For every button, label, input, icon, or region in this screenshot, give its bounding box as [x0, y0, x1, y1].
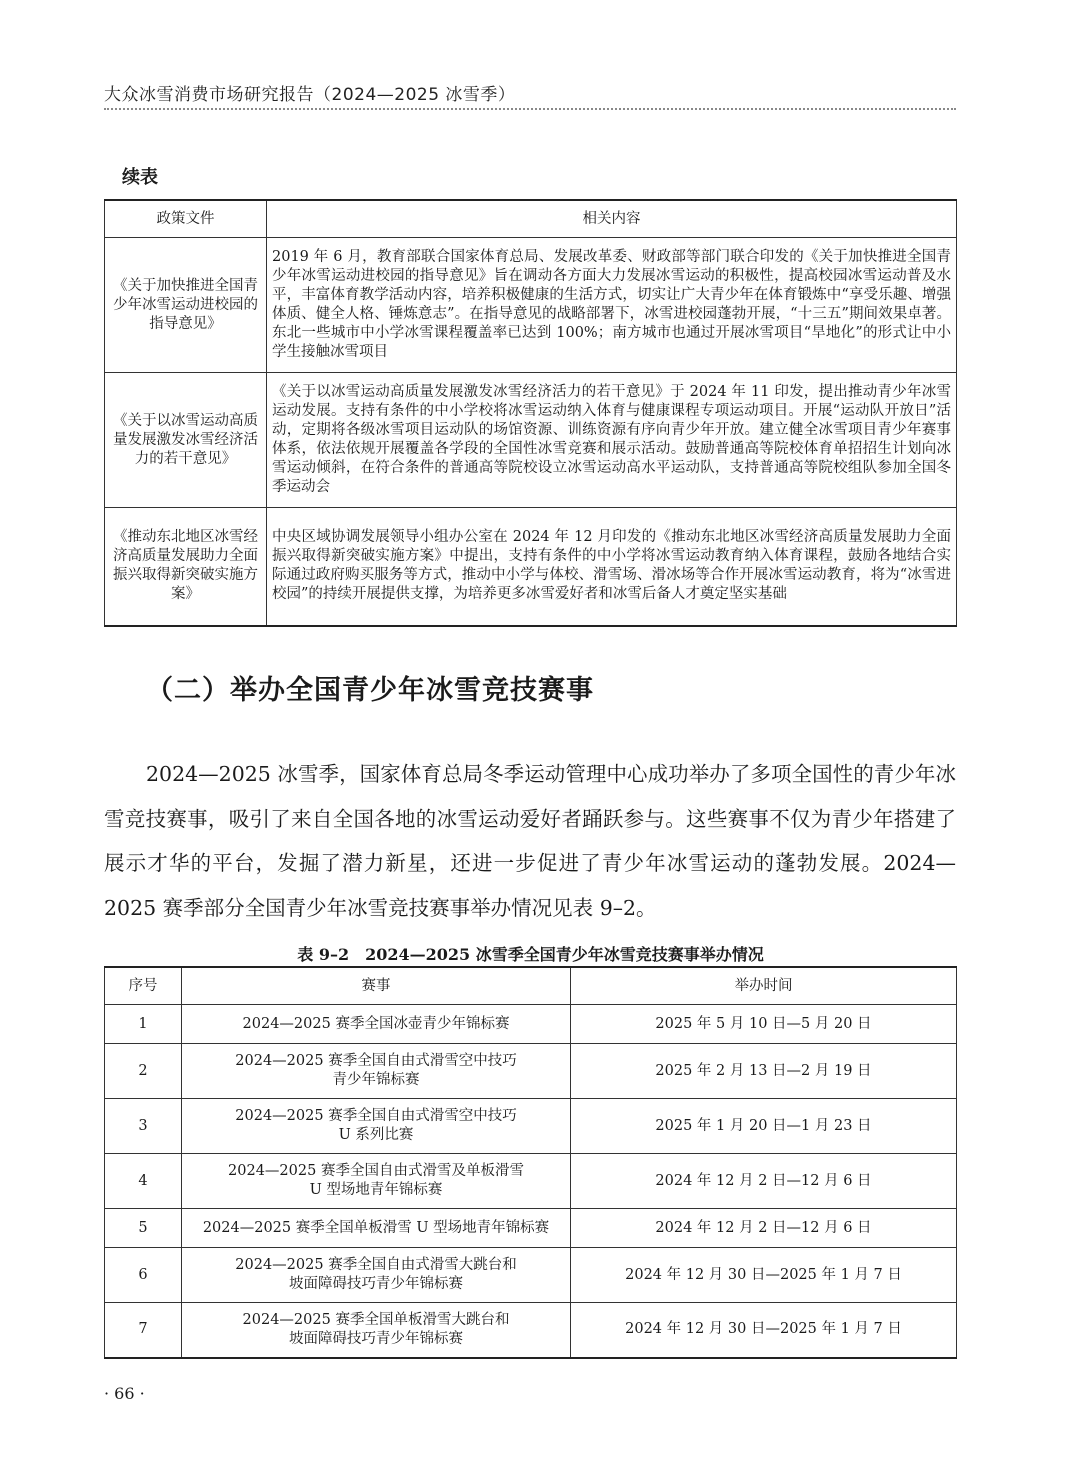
event-name-line: 2024—2025 赛季全国自由式滑雪空中技巧: [235, 1108, 517, 1124]
event-time: 2024 年 12 月 30 日—2025 年 1 月 7 日: [571, 1248, 957, 1303]
row-number: 5: [105, 1209, 182, 1248]
table-row: [105, 1154, 957, 1209]
table-row: [105, 508, 957, 626]
table-row: [105, 373, 957, 508]
row-number: 7: [105, 1303, 182, 1358]
event-name-line: 坡面障碍技巧青少年锦标赛: [289, 1330, 463, 1347]
event-time: 2024 年 12 月 30 日—2025 年 1 月 7 日: [571, 1303, 957, 1358]
event-name-line: 2024—2025 赛季全国自由式滑雪大跳台和: [235, 1257, 517, 1273]
row-number: 4: [105, 1154, 182, 1209]
event-time: 2025 年 2 月 13 日—2 月 19 日: [571, 1044, 957, 1099]
event-name-line: 青少年锦标赛: [332, 1072, 420, 1088]
table-row: [105, 1099, 957, 1154]
event-time: 2025 年 5 月 10 日—5 月 20 日: [571, 1005, 957, 1044]
event-name-line: 2024—2025 赛季全国单板滑雪大跳台和: [242, 1311, 510, 1328]
policy-content-cell: 中央区域协调发展领导小组办公室在 2024 年 12 月印发的《推动东北地区冰雪经济高质量发展助力全面振兴取得新突破实施方案》中提出，支持有条件的中小学将冰雪运动教育纳入体育课程，鼓励各地结合实际通过政府购买服务等方式，推动中小学与体校、滑雪场、滑冰场等合作开展冰雪运动教育，将为“冰雪进校园”的持续开展提供支撑，为培养更多冰雪爱好者和冰雪后备人才奠定坚实基础: [267, 508, 957, 626]
column-header-content: 相关内容: [267, 200, 957, 238]
table-row: [105, 1248, 957, 1303]
event-name: [182, 1099, 571, 1154]
running-header-title: 大众冰雪消费市场研究报告（2024—2025 冰雪季）: [104, 85, 516, 105]
row-number: 6: [105, 1248, 182, 1303]
column-header-time: 举办时间: [571, 967, 957, 1005]
section-heading: （二）举办全国青少年冰雪竞技赛事: [146, 675, 594, 706]
body-paragraph: 2024—2025 冰雪季，国家体育总局冬季运动管理中心成功举办了多项全国性的青少年冰雪竞技赛事，吸引了来自全国各地的冰雪运动爱好者踊跃参与。这些赛事不仅为青少年搭建了展示才华的平台，发掘了潜力新星，还进一步促进了青少年冰雪运动的蓬勃发展。2024—2025 赛季部分全国青少年冰雪竞技赛事举办情况见表 9–2。: [104, 762, 956, 920]
event-name: [182, 1248, 571, 1303]
event-name: [182, 1154, 571, 1209]
page-number: · 66 ·: [104, 1384, 145, 1403]
row-number: 3: [105, 1099, 182, 1154]
event-time: 2024 年 12 月 2 日—12 月 6 日: [571, 1154, 957, 1209]
policy-content-cell: 2019 年 6 月，教育部联合国家体育总局、发展改革委、财政部等部门联合印发的《关于加快推进全国青少年冰雪运动进校园的指导意见》旨在调动各方面大力发展冰雪运动的积极性，提高校园冰雪运动普及水平，丰富体育教学活动内容，培养积极健康的生活方式，切实让广大青少年在体育锻炼中“享受乐趣、增强体质、健全人格、锤炼意志”。在指导意见的战略部署下，冰雪进校园蓬勃开展，“十三五”期间效果卓著。东北一些城市中小学冰雪课程覆盖率已达到 100%；南方城市也通过开展冰雪项目“旱地化”的形式让中小学生接触冰雪项目: [267, 238, 957, 373]
policy-name-cell: 《关于加快推进全国青少年冰雪运动进校园的指导意见》: [105, 238, 267, 373]
column-header-event: 赛事: [182, 967, 571, 1005]
table-header-row: [105, 200, 957, 238]
continued-table-label: 续表: [122, 167, 158, 188]
policy-content-cell: 《关于以冰雪运动高质量发展激发冰雪经济活力的若干意见》于 2024 年 11 印发，提出推动青少年冰雪运动发展。支持有条件的中小学校将冰雪运动纳入体育与健康课程专项运动项目。开展“运动队开放日”活动，定期将各级冰雪项目运动队的场馆资源、训练资源有序向青少年开放。建立健全冰雪项目青少年赛事体系，依法依规开展覆盖各学段的全国性冰雪竞赛和展示活动。鼓励普通高等院校体育单招招生计划向冰雪运动倾斜，在符合条件的普通高等院校设立冰雪运动高水平运动队，支持普通高等院校组队参加全国冬季运动会: [267, 373, 957, 508]
column-header-number: 序号: [105, 967, 182, 1005]
event-time: 2025 年 1 月 20 日—1 月 23 日: [571, 1099, 957, 1154]
header-divider: [104, 108, 956, 110]
table-row: [105, 1044, 957, 1099]
table-row: [105, 1005, 957, 1044]
event-name-line: 坡面障碍技巧青少年锦标赛: [289, 1276, 463, 1292]
event-name-line: 2024—2025 赛季全国自由式滑雪空中技巧: [235, 1053, 517, 1069]
events-table: [104, 966, 957, 1359]
table-row: [105, 1209, 957, 1248]
policy-table: [104, 199, 957, 627]
policy-name-cell: 《关于以冰雪运动高质量发展激发冰雪经济活力的若干意见》: [105, 373, 267, 508]
event-name-line: U 系列比赛: [338, 1127, 414, 1143]
row-number: 2: [105, 1044, 182, 1099]
column-header-policy: 政策文件: [105, 200, 267, 238]
policy-name-cell: 《推动东北地区冰雪经济高质量发展助力全面振兴取得新突破实施方案》: [105, 508, 267, 626]
event-name-line: U 型场地青年锦标赛: [309, 1182, 443, 1198]
event-name: 2024—2025 赛季全国冰壶青少年锦标赛: [182, 1005, 571, 1044]
table-row: [105, 238, 957, 373]
event-name-line: 2024—2025 赛季全国自由式滑雪及单板滑雪: [228, 1163, 524, 1179]
event-name: [182, 1044, 571, 1099]
table-header-row: [105, 967, 957, 1005]
table-row: [105, 1303, 957, 1358]
event-time: 2024 年 12 月 2 日—12 月 6 日: [571, 1209, 957, 1248]
table-caption: 表 9–2 2024—2025 冰雪季全国青少年冰雪竞技赛事举办情况: [297, 945, 764, 964]
row-number: 1: [105, 1005, 182, 1044]
event-name: [182, 1303, 571, 1358]
event-name: 2024—2025 赛季全国单板滑雪 U 型场地青年锦标赛: [182, 1209, 571, 1248]
